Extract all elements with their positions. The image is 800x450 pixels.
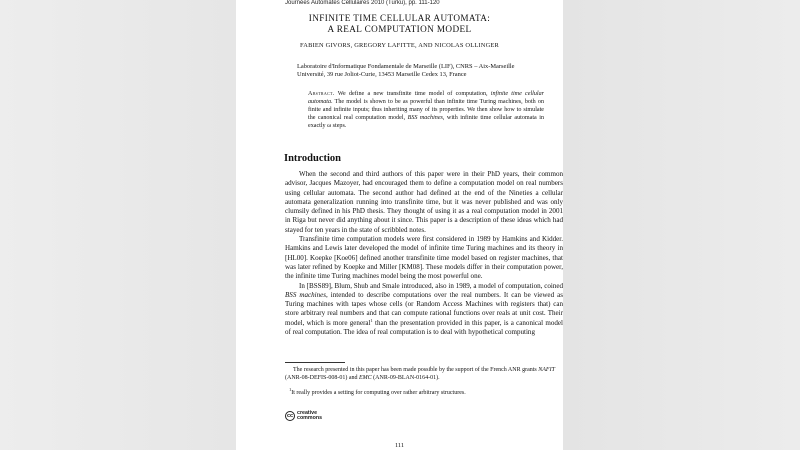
paper-page	[236, 0, 563, 450]
footnote-text: (ANR-08-DEFIS-008-01) and	[285, 375, 359, 382]
abstract-text: . The model is shown to be as powerful than infinite time Turing machines, both on finite and infinite inputs; thus inheriting many of its properties. We then show how to simulate the canonical real computation model,	[308, 98, 544, 121]
footnote-1	[285, 389, 563, 397]
abstract	[308, 91, 544, 131]
paragraph-1: When the second and third authors of this paper were in their PhD years, their common advisor, Jacques Mazoyer, had encouraged them to define a computation model on real numbers using cellular automata. The second author had defined at the end of the Nineties a cellular automata generalization running into transfinite time, but it was never published and was only clumsily defined in his PhD thesis. They thought of using it as a real computation model in 2001 in Riga but never did anything about it since. This paper is a description of these ideas which had stayed for ten years in the state of scribbled notes.	[285, 170, 563, 234]
paragraph-text: than the presentation provided in this paper, is a canonical model of real computation. The idea of real computation is to deal with hypothetical computing	[285, 318, 563, 337]
paragraph-text: In [BSS89], Blum, Shub and Smale introduced, also in 1989, a model of computation, coined	[299, 281, 563, 290]
footnote-rule	[285, 362, 345, 363]
footnote-text: It really provides a setting for computing over rather arbitrary structures.	[291, 390, 466, 396]
authors: FABIEN GIVORS, GREGORY LAFITTE, AND NICOLAS OLLINGER	[300, 42, 499, 49]
footnote-number: 1	[289, 387, 292, 392]
cc-icon: cc	[286, 413, 294, 420]
cc-text-line2: commons	[297, 415, 323, 422]
abstract-text: , with infinite time cellular automata in exactly ω steps.	[308, 114, 544, 129]
affiliation: Laboratoire d'Informatique Fondamentale de Marseille (LIF), CNRS – Aix-Marseille Université, 39 rue Joliot-Curie, 13453 Marseille Cedex 13, France	[297, 63, 515, 79]
cc-text-line1: creative	[297, 410, 318, 416]
footnote-text: (ANR-09-BLAN-0164-01).	[371, 375, 440, 382]
left-background	[0, 0, 236, 450]
abstract-text: We define a new transfinite time model of computation,	[334, 91, 491, 97]
footnote-marker: 1	[370, 317, 373, 323]
paragraph-text: , intended to describe computations over the real numbers. It can be viewed as Turing machines with tapes whose cells (or Random Access Machines with registers that) can store arbitrary real numbers and that can compute rational functions over reals at unit cost. Their model, which is more general	[285, 290, 563, 327]
body-text	[285, 170, 563, 337]
page-number: 111	[394, 442, 405, 449]
footnote-emphasis: EMC	[359, 375, 372, 382]
paper-title-line2: A REAL COMPUTATION MODEL	[327, 24, 472, 34]
right-background	[563, 0, 800, 450]
footnote-emphasis: NAFIT	[538, 367, 555, 373]
section-heading: Introduction	[284, 153, 341, 164]
paragraph-3	[285, 282, 563, 338]
creative-commons-logo	[285, 411, 322, 421]
abstract-emphasis: infinite time cellular automata	[308, 91, 544, 105]
abstract-label: Abstract.	[308, 91, 335, 97]
cc-text	[297, 411, 322, 421]
paper-title-line1: INFINITE TIME CELLULAR AUTOMATA:	[308, 13, 491, 23]
paragraph-emphasis: BSS machines	[285, 290, 326, 299]
footnote-funding	[285, 366, 563, 382]
abstract-emphasis: BSS machines	[407, 114, 443, 121]
paragraph-2: Transfinite time computation models were first considered in 1989 by Hamkins and Kidder. Hamkins and Lewis later developed the model of infinite time Turing machines and its theory in [HL00]. Koepke [Koe06] defined another transfinite time model based on register machines, that was later refined by Koepke and Miller [KM08]. These models differ in their computation power, the infinite time Turing machines model being the most powerful one.	[285, 235, 563, 281]
footnote-text: The research presented in this paper has been made possible by the support of the French ANR grants	[293, 367, 539, 373]
running-header: Journées Automates Cellulaires 2010 (Turku), pp. 111-120	[285, 0, 440, 6]
